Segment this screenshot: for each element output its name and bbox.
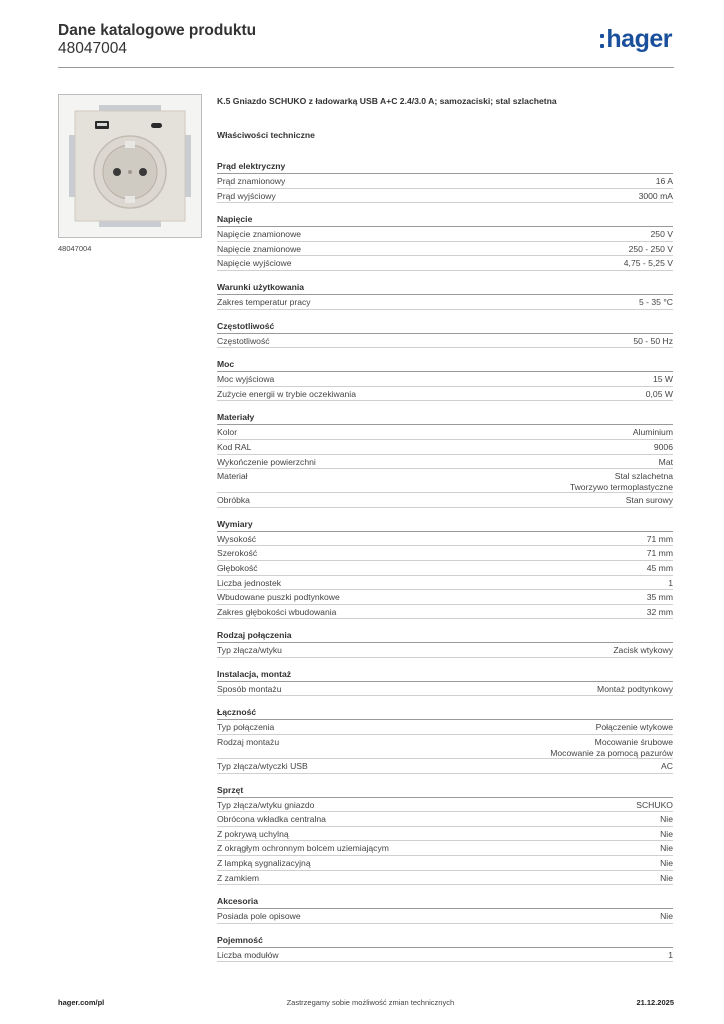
spec-group	[217, 213, 673, 271]
spec-row	[217, 948, 673, 963]
spec-value-line: Nie	[660, 911, 673, 922]
spec-label: Liczba jednostek	[217, 577, 282, 588]
spec-label: Zakres temperatur pracy	[217, 296, 311, 307]
spec-label: Prąd znamionowy	[217, 176, 286, 186]
spec-value-line: SCHUKO	[636, 799, 673, 810]
spec-label: Z pokrywą uchylną	[217, 828, 289, 839]
spec-value-line: 250 - 250 V	[628, 243, 673, 254]
spec-label: Częstotliwość	[217, 335, 270, 346]
spec-label: Moc wyjściowa	[217, 374, 275, 385]
spec-value-line: 71 mm	[646, 533, 673, 544]
spec-label: Sposób montażu	[217, 683, 282, 694]
spec-value	[647, 548, 673, 559]
spec-group	[217, 411, 673, 507]
spec-value-line: 50 - 50 Hz	[633, 335, 673, 346]
spec-label: Liczba modułów	[217, 949, 279, 960]
spec-group	[217, 934, 673, 963]
spec-group	[217, 668, 673, 697]
spec-value-line: Montaż podtynkowy	[597, 683, 673, 694]
product-image	[58, 94, 202, 238]
spec-label: Zużycie energii w trybie oczekiwania	[217, 388, 356, 399]
spec-group	[217, 358, 673, 401]
footer-date: 21.12.2025	[636, 998, 674, 1007]
spec-group	[217, 706, 673, 773]
spec-value	[647, 592, 673, 603]
spec-value-line: 35 mm	[646, 592, 673, 603]
spec-value-line: Nie	[660, 872, 673, 883]
spec-value	[633, 336, 673, 347]
spec-value	[624, 258, 673, 269]
spec-row	[217, 334, 673, 349]
spec-value-line: Aluminium	[632, 427, 673, 438]
spec-value	[596, 722, 673, 733]
spec-label: Typ złącza/wtyczki USB	[217, 761, 308, 772]
group-title: Napięcie	[217, 213, 673, 227]
spec-row	[217, 425, 673, 440]
spec-value	[639, 191, 673, 202]
group-title: Materiały	[217, 411, 673, 425]
spec-label: Typ złącza/wtyku	[217, 645, 282, 656]
spec-row	[217, 532, 673, 547]
spec-value	[654, 442, 673, 453]
spec-row	[217, 909, 673, 924]
spec-value-line: Mat	[658, 456, 673, 467]
footer-website: hager.com/pl	[58, 998, 105, 1007]
spec-value-line: 15 W	[652, 374, 673, 385]
spec-row	[217, 871, 673, 886]
spec-row	[217, 242, 673, 257]
group-title: Pojemność	[217, 934, 673, 948]
product-name: K.5 Gniazdo SCHUKO z ładowarką USB A+C 2.4/3.0 A; samozaciski; stal szlachetna	[217, 96, 557, 106]
spec-value	[613, 645, 673, 656]
spec-value-line: 4,75 - 5,25 V	[623, 258, 673, 269]
spec-value-line: 9006	[653, 441, 673, 452]
spec-value	[660, 843, 673, 854]
spec-value-line: Tworzywo termoplastyczne	[569, 481, 673, 492]
spec-value-line: Nie	[660, 814, 673, 825]
spec-value	[647, 534, 673, 545]
group-title: Częstotliwość	[217, 320, 673, 334]
spec-row	[217, 605, 673, 620]
spec-value	[626, 495, 673, 506]
spec-value-line: Stal szlachetna	[614, 471, 673, 482]
spec-value	[647, 607, 673, 618]
spec-row	[217, 256, 673, 271]
spec-label: Prąd wyjściowy	[217, 190, 276, 201]
spec-row	[217, 469, 673, 493]
spec-value-line: Nie	[660, 828, 673, 839]
spec-value-line: Stan surowy	[625, 495, 673, 506]
spec-value	[660, 829, 673, 840]
spec-value	[550, 737, 673, 758]
spec-label: Wykończenie powierzchni	[217, 456, 316, 467]
spec-label: Kolor	[217, 427, 238, 438]
spec-row	[217, 856, 673, 871]
spec-label: Materiał	[217, 471, 248, 482]
spec-value-line: 5 - 35 °C	[638, 296, 673, 307]
spec-value	[660, 873, 673, 884]
group-title: Akcesoria	[217, 895, 673, 909]
spec-label: Kod RAL	[217, 441, 252, 452]
spec-row	[217, 189, 673, 204]
spec-row	[217, 440, 673, 455]
image-caption: 48047004	[58, 244, 92, 253]
group-title: Łączność	[217, 706, 673, 720]
spec-row	[217, 798, 673, 813]
spec-value-line: Zacisk wtykowy	[613, 645, 673, 656]
spec-value-line: 32 mm	[646, 606, 673, 617]
spec-value-line: 250 V	[650, 229, 673, 240]
spec-label: Obróbka	[217, 495, 250, 506]
spec-value	[660, 858, 673, 869]
spec-label: Napięcie znamionowe	[217, 229, 302, 240]
specifications	[217, 96, 673, 962]
spec-label: Szerokość	[217, 548, 258, 559]
spec-value-line: Mocowanie śrubowe	[594, 737, 673, 748]
spec-row	[217, 455, 673, 470]
spec-label: Napięcie wyjściowe	[217, 258, 292, 269]
spec-value	[668, 578, 673, 589]
spec-value	[659, 457, 673, 468]
spec-value-line: Połączenie wtykowe	[595, 722, 673, 733]
spec-value-line: 45 mm	[646, 562, 673, 573]
spec-value-line: AC	[661, 761, 673, 772]
spec-label: Rodzaj montażu	[217, 737, 280, 748]
spec-row	[217, 720, 673, 735]
page-footer	[58, 998, 674, 1007]
spec-row	[217, 682, 673, 697]
spec-label: Posiada pole opisowe	[217, 911, 301, 922]
group-title: Prąd elektryczny	[217, 160, 673, 174]
group-title: Sprzęt	[217, 784, 673, 798]
hager-logo	[600, 26, 672, 52]
spec-value	[660, 911, 673, 922]
spec-value	[597, 684, 673, 695]
spec-row	[217, 387, 673, 402]
spec-row	[217, 174, 673, 189]
spec-label: Typ połączenia	[217, 722, 275, 733]
spec-label: Napięcie znamionowe	[217, 243, 302, 254]
section-heading: Właściwości techniczne	[217, 130, 315, 140]
group-title: Rodzaj połączenia	[217, 629, 673, 643]
spec-value-line: 3000 mA	[638, 190, 673, 201]
spec-group	[217, 320, 673, 349]
spec-row	[217, 643, 673, 658]
spec-label: Zakres głębokości wbudowania	[217, 606, 337, 617]
spec-value	[660, 814, 673, 825]
spec-row	[217, 735, 673, 759]
spec-value-line: Nie	[660, 843, 673, 854]
spec-label: Z zamkiem	[217, 872, 260, 883]
spec-value	[656, 176, 673, 187]
spec-value	[647, 563, 673, 574]
spec-row	[217, 372, 673, 387]
spec-group	[217, 895, 673, 924]
group-title: Instalacja, montaż	[217, 668, 673, 682]
spec-value-line: Mocowanie za pomocą pazurów	[550, 747, 673, 758]
spec-group	[217, 281, 673, 310]
spec-row	[217, 812, 673, 827]
spec-row	[217, 493, 673, 508]
spec-value	[629, 244, 673, 255]
spec-row	[217, 546, 673, 561]
spec-row	[217, 590, 673, 605]
spec-value-line: 71 mm	[646, 548, 673, 559]
spec-row	[217, 295, 673, 310]
spec-label: Typ złącza/wtyku gniazdo	[217, 799, 315, 810]
spec-row	[217, 759, 673, 774]
spec-row	[217, 227, 673, 242]
spec-group	[217, 784, 673, 886]
spec-group	[217, 160, 673, 203]
spec-row	[217, 827, 673, 842]
spec-value-line: 1	[668, 577, 673, 588]
spec-label: Obrócona wkładka centralna	[217, 814, 326, 825]
spec-row	[217, 841, 673, 856]
logo-colon-mark	[600, 34, 604, 48]
document-title: Dane katalogowe produktu	[58, 22, 257, 39]
spec-value-line: Nie	[660, 858, 673, 869]
spec-value	[668, 950, 673, 961]
spec-group	[217, 629, 673, 658]
spec-value	[646, 389, 673, 400]
spec-value	[636, 800, 673, 811]
spec-value	[653, 374, 673, 385]
spec-value	[651, 229, 673, 240]
spec-value-line: 0,05 W	[645, 388, 673, 399]
spec-groups	[217, 160, 673, 962]
spec-label: Z lampką sygnalizacyjną	[217, 858, 311, 869]
spec-value	[661, 761, 673, 772]
spec-value	[633, 427, 673, 438]
spec-value-line: 16 A	[655, 176, 673, 186]
group-title: Warunki użytkowania	[217, 281, 673, 295]
spec-row	[217, 561, 673, 576]
spec-label: Głębokość	[217, 562, 258, 573]
group-title: Moc	[217, 358, 673, 372]
spec-label: Z okrągłym ochronnym bolcem uziemiającym	[217, 843, 389, 854]
spec-label: Wbudowane puszki podtynkowe	[217, 592, 340, 603]
spec-value-line: 1	[668, 949, 673, 960]
spec-value	[639, 297, 673, 308]
footer-disclaimer: Zastrzegamy sobie możliwość zmian technicznych	[286, 998, 455, 1007]
logo-text: hager	[606, 25, 672, 53]
spec-row	[217, 576, 673, 591]
spec-value	[570, 471, 673, 492]
page-header	[58, 22, 674, 68]
socket-illustration	[59, 95, 201, 237]
product-code: 48047004	[58, 40, 127, 57]
group-title: Wymiary	[217, 518, 673, 532]
spec-group	[217, 518, 673, 620]
spec-label: Wysokość	[217, 533, 257, 544]
